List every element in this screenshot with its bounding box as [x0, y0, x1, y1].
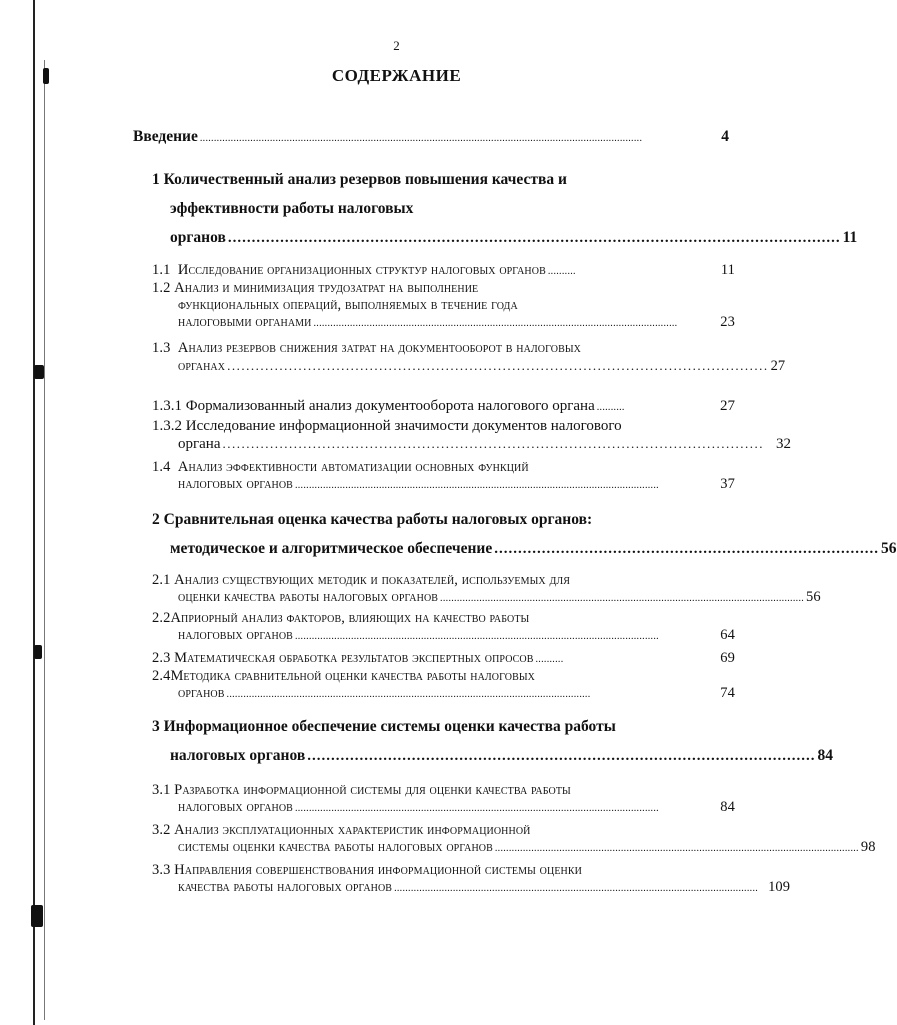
entry-title: Анализ резервов снижения затрат на документооборот в налоговых: [177, 340, 581, 356]
entry-page: 56: [881, 540, 897, 557]
entry-page: 11: [720, 262, 735, 278]
entry-title: Разработка информационной системы для оценки качества работы: [174, 782, 571, 798]
entry-title: 3 Информационное обеспечение системы оценки качества работы: [152, 718, 616, 735]
entry-number: 2.3: [152, 650, 171, 666]
toc-title: СОДЕРЖАНИЕ: [331, 66, 462, 85]
entry-page: 69: [720, 650, 735, 666]
toc-entry-chapter-2[interactable]: 2 Сравнительная оценка качества работы налоговых органов: методическое и алгоритмическое обеспечение ................................................................................. 56: [152, 505, 735, 564]
page-number: 2: [393, 38, 400, 53]
entry-title: Анализ и минимизация трудозатрат на выполнение: [174, 280, 479, 296]
toc-entry-3-2[interactable]: 3.2 Анализ эксплуатационных характеристик информационной системы оценки качества работы налоговых органов .................................................................................................................................. 98: [152, 822, 876, 855]
entry-title-cont: оценки качества работы налоговых органов: [178, 589, 439, 605]
entry-title-cont: органа: [178, 436, 221, 452]
entry-title: Анализ эксплуатационных характеристик информационной: [174, 822, 531, 838]
entry-title-cont: органов: [170, 229, 226, 246]
entry-title: Методика сравнительной оценки качества работы налоговых: [170, 668, 535, 684]
entry-number: 2.2: [152, 610, 171, 626]
entry-page: 37: [720, 476, 735, 492]
entry-title-cont: органах: [178, 358, 226, 374]
entry-number: 1.4: [152, 459, 171, 475]
entry-number: 2.4: [152, 668, 171, 684]
entry-number: 3.1: [152, 782, 171, 798]
scan-blot: [34, 645, 42, 659]
toc-entry-1-3[interactable]: 1.3 Анализ резервов снижения затрат на документооборот в налоговых органах .................................................................................................................. 27: [152, 340, 786, 374]
entry-title: Априорный анализ факторов, влияющих на качество работы: [170, 610, 530, 626]
entry-title: Исследование организационных структур налоговых органов: [177, 262, 546, 278]
toc-entry-1-3-1[interactable]: 1.3.1 Формализованный анализ документооборота налогового органа .......... 27: [152, 398, 735, 414]
entry-page: 11: [842, 229, 858, 246]
toc-entry-chapter-1[interactable]: 1 Количественный анализ резервов повышения качества и эффективности работы налоговых органов ................................................................................................................................. 11: [152, 165, 735, 253]
toc-entry-chapter-3[interactable]: 3 Информационное обеспечение системы оценки качества работы налоговых органов ........................................................................................................... 84: [152, 712, 735, 771]
entry-title-cont: эффективности работы налоговых: [170, 200, 414, 217]
toc-entry-2-4[interactable]: 2.4Методика сравнительной оценки качества работы налоговых органов .................................................................................................................................. 74: [152, 668, 735, 701]
toc-entry-1-4[interactable]: 1.4 Анализ эффективности автоматизации основных функций налоговых органов .................................................................................................................................. 37: [152, 459, 735, 492]
entry-title: 2 Сравнительная оценка качества работы налоговых органов:: [152, 511, 593, 528]
toc-entry-2-3[interactable]: 2.3 Математическая обработка результатов экспертных опросов .......... 69: [152, 650, 735, 666]
entry-number: 2.1: [152, 572, 171, 588]
entry-number: 1.3.2: [152, 418, 182, 434]
toc-entry-2-1[interactable]: 2.1 Анализ существующих методик и показателей, используемых для оценки качества работы налоговых органов .................................................................................................................................. 56: [152, 572, 821, 605]
toc-entry-1-3-2[interactable]: 1.3.2 Исследование информационной значимости документов налогового органа .................................................................................................................. 32: [152, 418, 791, 452]
toc-entry-intro[interactable]: Введение .............................................................................................................................................................. 4: [133, 128, 729, 145]
scan-blot: [31, 905, 43, 927]
entry-title-cont: налоговыми органами: [178, 314, 312, 330]
entry-title-cont: налоговых органов: [178, 799, 293, 815]
toc-entry-2-2[interactable]: 2.2Априорный анализ факторов, влияющих на качество работы налоговых органов .................................................................................................................................. 64: [152, 610, 735, 643]
entry-title-cont: методическое и алгоритмическое обеспечение: [170, 540, 493, 557]
entry-number: 1.3.1: [152, 398, 182, 414]
entry-number: 3.2: [152, 822, 171, 838]
entry-page: 84: [720, 799, 735, 815]
entry-title-cont: органов: [178, 685, 225, 701]
entry-number: 3.3: [152, 862, 171, 878]
toc-entry-3-1[interactable]: 3.1 Разработка информационной системы для оценки качества работы налоговых органов .................................................................................................................................. 84: [152, 782, 735, 815]
entry-title: Анализ существующих методик и показателей, используемых для: [174, 572, 571, 588]
entry-page: 4: [721, 128, 729, 145]
entry-page: 74: [720, 685, 735, 701]
toc-entry-1-1[interactable]: 1.1 Исследование организационных структур налоговых органов .......... 11: [152, 262, 735, 278]
entry-number: 1.1: [152, 262, 171, 278]
toc-entry-3-3[interactable]: 3.3 Направления совершенствования информационной системы оценки качества работы налоговых органов .................................................................................................................................. 109: [152, 862, 791, 895]
scan-blot: [34, 365, 44, 379]
entry-title-cont: качества работы налоговых органов: [178, 879, 393, 895]
scan-edge-line: [33, 0, 35, 1025]
entry-page: 23: [720, 314, 735, 330]
entry-title: Направления совершенствования информационной системы оценки: [174, 862, 582, 878]
entry-page: 27: [770, 358, 786, 374]
entry-page: 109: [768, 879, 791, 895]
entry-title-cont: функциональных операций, выполняемых в течение года: [178, 297, 518, 313]
scan-edge-line: [44, 60, 45, 1020]
entry-page: 32: [776, 436, 791, 452]
entry-page: 84: [817, 747, 833, 764]
entry-number: 1.2: [152, 280, 171, 296]
toc-entry-1-2[interactable]: 1.2 Анализ и минимизация трудозатрат на выполнение функциональных операций, выполняемых в течение года налоговыми органами .................................................................................................................................. 23: [152, 280, 735, 330]
entry-title: Формализованный анализ документооборота налогового органа: [185, 398, 595, 414]
entry-title: Исследование информационной значимости документов налогового: [185, 418, 622, 434]
entry-title-cont: налоговых органов: [170, 747, 306, 764]
entry-title-cont: системы оценки качества работы налоговых органов: [178, 839, 493, 855]
entry-number: 1.3: [152, 340, 171, 356]
entry-page: 56: [806, 589, 821, 605]
entry-title: Анализ эффективности автоматизации основных функций: [177, 459, 529, 475]
entry-page: 27: [720, 398, 735, 414]
entry-page: 64: [720, 627, 735, 643]
entry-title-cont: налоговых органов: [178, 627, 293, 643]
entry-title: Математическая обработка результатов экспертных опросов: [174, 650, 534, 666]
entry-title-cont: налоговых органов: [178, 476, 293, 492]
entry-title: 1 Количественный анализ резервов повышения качества и: [152, 171, 567, 188]
entry-title: Введение: [133, 128, 198, 145]
entry-page: 98: [860, 839, 876, 855]
